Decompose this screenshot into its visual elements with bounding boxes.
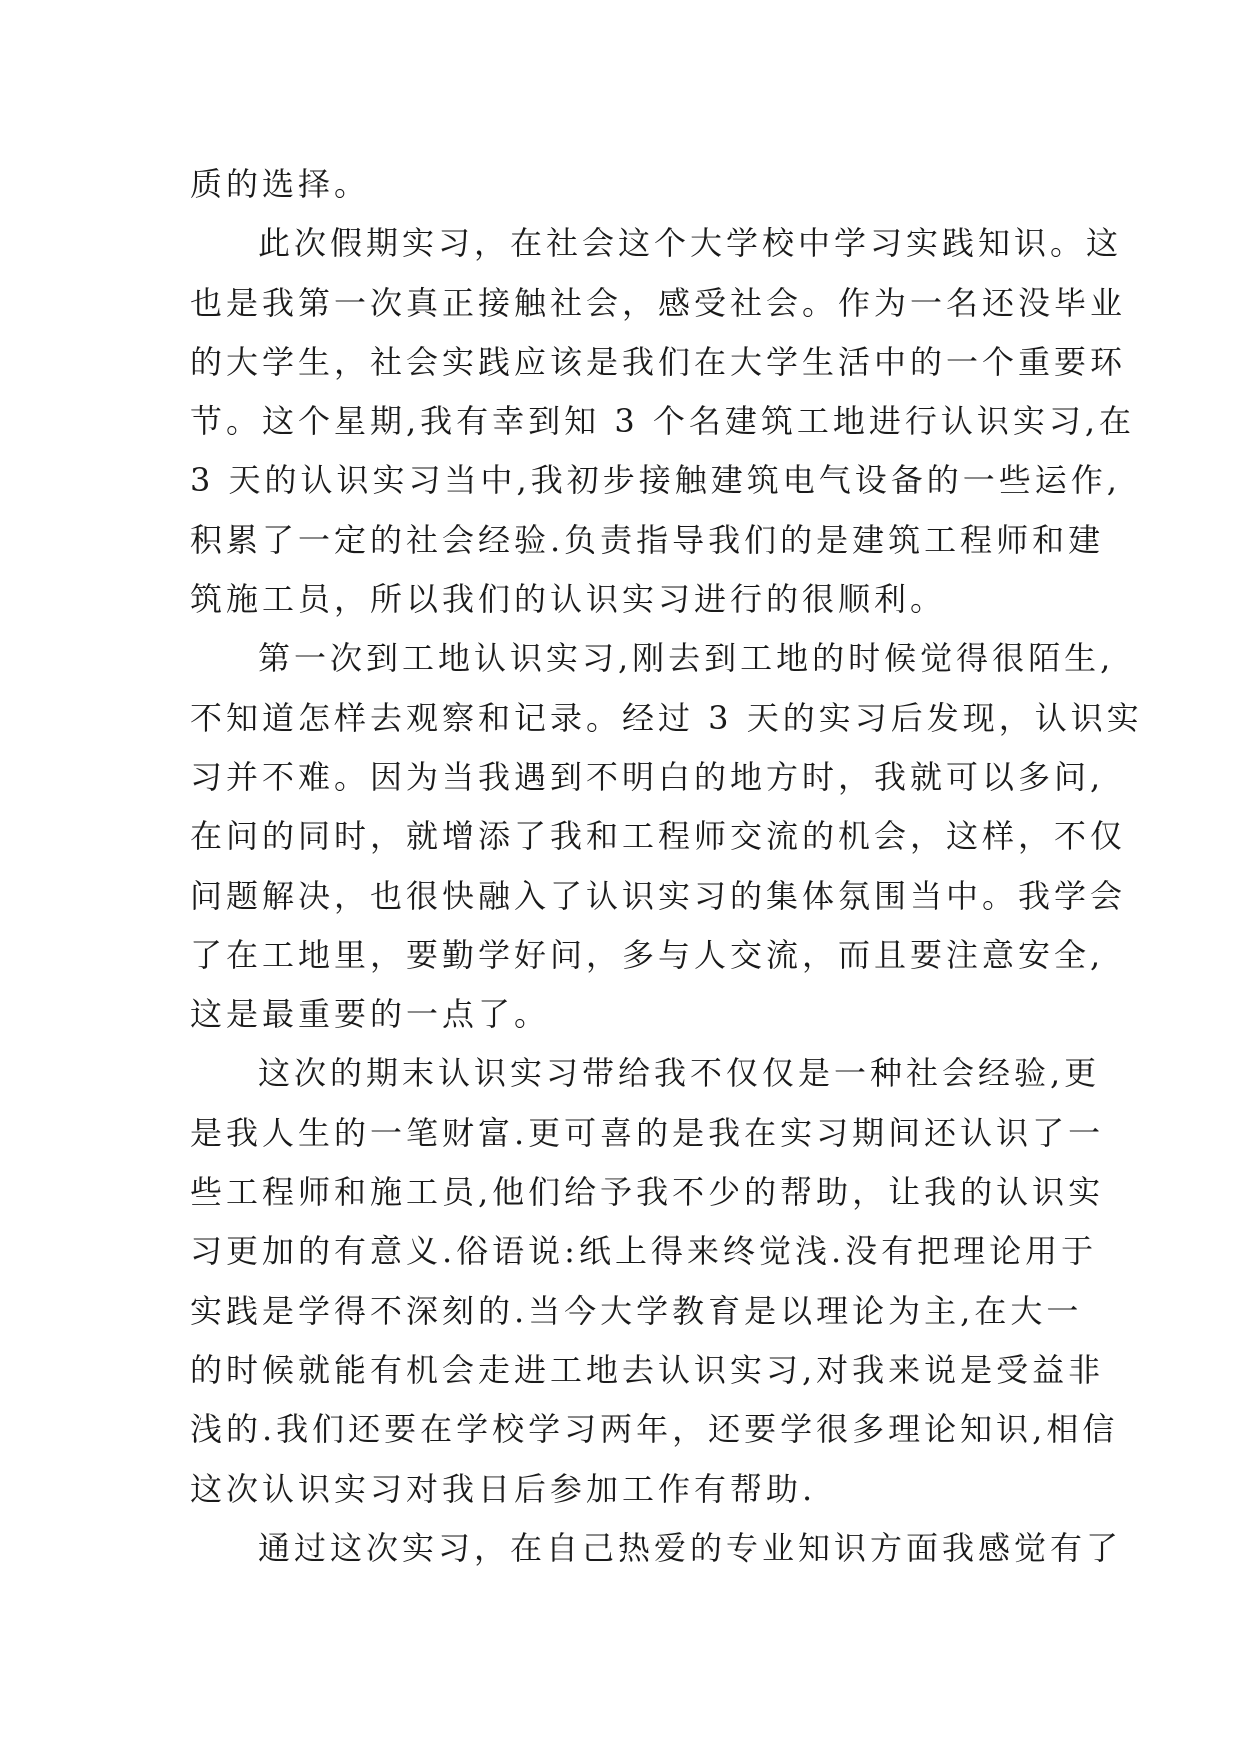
- text-line: 习并不难。因为当我遇到不明白的地方时，我就可以多问,: [190, 757, 1105, 796]
- text-line: 的大学生，社会实践应该是我们在大学生活中的一个重要环: [190, 342, 1127, 381]
- paragraph-first-line: 第一次到工地认识实习,刚去到工地的时候觉得很陌生,: [258, 639, 1115, 678]
- text-line: 实践是学得不深刻的.当今大学教育是以理论为主,在大一: [190, 1291, 1083, 1330]
- text-line: 的时候就能有机会走进工地去认识实习,对我来说是受益非: [190, 1350, 1105, 1389]
- text-line: 积累了一定的社会经验.负责指导我们的是建筑工程师和建: [190, 520, 1105, 559]
- body-text: [190, 155, 1143, 1578]
- text-line: 不知道怎样去观察和记录。经过 3 天的实习后发现，认识实: [190, 698, 1143, 737]
- text-line: 是我人生的一笔财富.更可喜的是我在实习期间还认识了一: [190, 1113, 1105, 1152]
- paragraph-first-line: 此次假期实习，在社会这个大学校中学习实践知识。这: [258, 224, 1123, 263]
- text-line: 筑施工员，所以我们的认识实习进行的很顺利。: [190, 580, 947, 619]
- text-line: 些工程师和施工员,他们给予我不少的帮助，让我的认识实: [190, 1173, 1105, 1212]
- paragraph-first-line: 通过这次实习，在自己热爱的专业知识方面我感觉有了: [258, 1528, 1123, 1567]
- text-line: 质的选择。: [190, 165, 371, 203]
- text-line: 节。这个星期,我有幸到知 3 个名建筑工地进行认识实习,在: [190, 402, 1136, 441]
- text-line: 这是最重要的一点了。: [190, 995, 551, 1034]
- text-line: 浅的.我们还要在学校学习两年，还要学很多理论知识,相信: [190, 1410, 1119, 1449]
- text-line: 也是我第一次真正接触社会，感受社会。作为一名还没毕业: [190, 283, 1127, 322]
- paragraph-first-line: 这次的期末认识实习带给我不仅仅是一种社会经验,更: [258, 1054, 1101, 1093]
- text-line: 习更加的有意义.俗语说:纸上得来终觉浅.没有把理论用于: [190, 1232, 1098, 1271]
- text-line: 了在工地里，要勤学好问，多与人交流，而且要注意安全,: [190, 935, 1105, 974]
- text-line: 在问的同时，就增添了我和工程师交流的机会，这样，不仅: [190, 817, 1127, 856]
- text-line: 这次认识实习对我日后参加工作有帮助.: [190, 1469, 817, 1508]
- text-line: 3 天的认识实习当中,我初步接触建筑电气设备的一些运作,: [190, 461, 1121, 500]
- text-line: 问题解决，也很快融入了认识实习的集体氛围当中。我学会: [190, 876, 1127, 915]
